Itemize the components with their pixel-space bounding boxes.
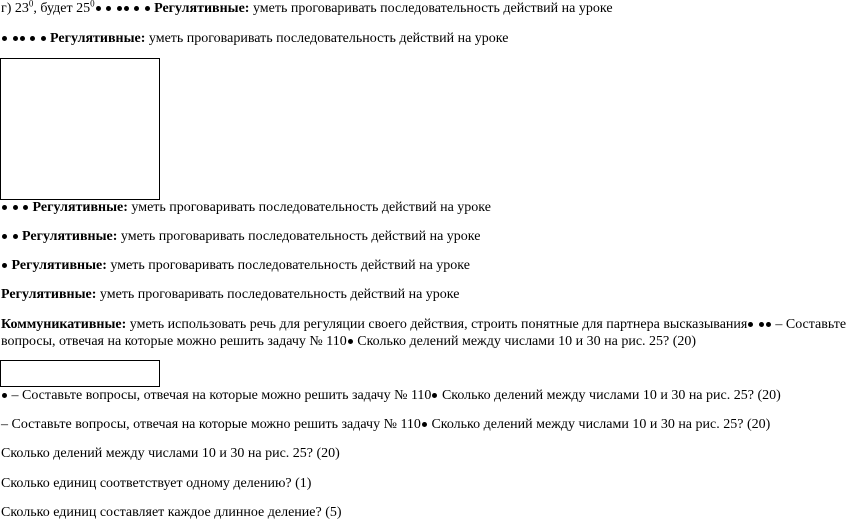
bullet-icon [23, 205, 28, 210]
bullet-icon [96, 6, 101, 11]
regulative-text: уметь проговаривать последовательность действий на уроке [145, 31, 509, 46]
bullet-icon [13, 36, 18, 41]
bullet-icon [766, 322, 771, 327]
line-6 [1, 287, 459, 303]
line-2 [1, 31, 508, 47]
divisions-question: Сколько делений между числами 10 и 30 на рис. 25? (20) [438, 388, 781, 403]
bullet-icon [13, 205, 18, 210]
communicative-line-2 [1, 334, 696, 350]
bullet-icon [30, 36, 35, 41]
communicative-text: уметь использовать речь для регуляции своего действия, строить понятные для партнера высказывания [126, 317, 748, 332]
bullet-icon [348, 339, 353, 344]
regulative-text: уметь проговаривать последовательность действий на уроке [96, 287, 460, 302]
regulative-label: Регулятивные: [50, 31, 146, 46]
regulative-label: Регулятивные: [22, 229, 118, 244]
bullet-icon [2, 36, 7, 41]
line-4 [1, 229, 480, 245]
divisions-question: Сколько делений между числами 10 и 30 на рис. 25? (20) [427, 417, 771, 432]
line-3 [1, 200, 491, 216]
questions-text: вопросы, отвечая на которые можно решить задачу № 110 [1, 334, 347, 349]
bullet-icon [145, 6, 150, 11]
line-12: Сколько единиц соответствует одному делению? (1) [1, 476, 312, 491]
empty-frame-small [0, 360, 160, 387]
regulative-text: уметь проговаривать последовательность действий на уроке [117, 229, 481, 244]
bullet-icon [432, 393, 437, 398]
bullet-icon [2, 263, 7, 268]
questions-text: – Составьте вопросы, отвечая на которые можно решить задачу № 110 [1, 417, 421, 432]
bullet-icon [759, 322, 764, 327]
regulative-label: Регулятивные: [11, 258, 107, 273]
communicative-label: Коммуникативные: [1, 317, 127, 332]
bullet-icon [748, 322, 753, 327]
line-11: Сколько делений между числами 10 и 30 на рис. 25? (20) [1, 446, 340, 461]
line-5 [1, 258, 470, 274]
line1-prefix: г) 23 [1, 1, 29, 16]
bullet-icon [2, 205, 7, 210]
line1-middle: , будет 25 [33, 1, 91, 16]
communicative-line-1 [1, 317, 846, 333]
degree-sup-2: 0 [90, 0, 95, 9]
regulative-text: уметь проговаривать последовательность действий на уроке [106, 258, 470, 273]
regulative-label: Регулятивные: [1, 287, 97, 302]
bullet-icon [20, 36, 25, 41]
regulative-text: уметь проговаривать последовательность действий на уроке [127, 200, 491, 215]
line-1 [1, 1, 613, 17]
degree-sup-1: 0 [28, 0, 34, 9]
divisions-question: Сколько делений между числами 10 и 30 на рис. 25? (20) [353, 334, 697, 349]
regulative-label: Регулятивные: [154, 1, 250, 16]
bullet-icon [124, 6, 129, 11]
line-13: Сколько единиц составляет каждое длинное деление? (5) [1, 505, 342, 520]
bullet-icon [13, 234, 18, 239]
questions-text: – Составьте вопросы, отвечая на которые можно решить задачу № 110 [8, 388, 432, 403]
bullet-icon [117, 6, 122, 11]
line-9 [1, 388, 781, 404]
bullet-icon [134, 6, 139, 11]
bullet-icon [422, 422, 427, 427]
bullet-icon [106, 6, 111, 11]
line-10 [1, 417, 770, 433]
regulative-text: уметь проговаривать последовательность действий на уроке [249, 1, 613, 16]
bullet-icon [2, 234, 7, 239]
empty-frame [0, 58, 160, 200]
regulative-label: Регулятивные: [32, 200, 128, 215]
bullet-icon [41, 36, 46, 41]
bullet-icon [2, 393, 7, 398]
communicative-text-tail: – Составьте [771, 317, 846, 332]
